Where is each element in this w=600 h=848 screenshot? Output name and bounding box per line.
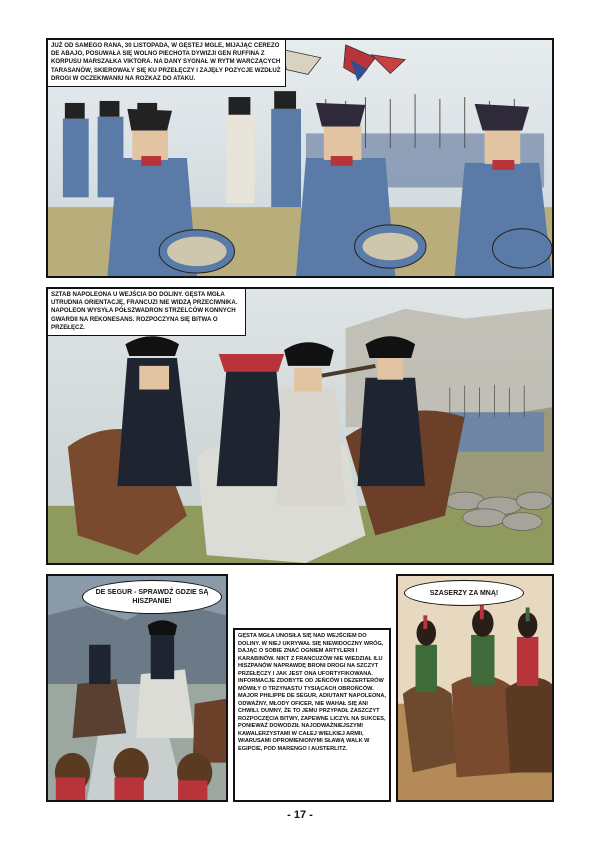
panel-narrative <box>233 628 391 802</box>
chasseurs-charge-illustration <box>398 576 552 800</box>
panel-infantry-march <box>46 38 554 278</box>
page-number: - 17 - <box>287 809 313 821</box>
panel1-caption: JUŻ OD SAMEGO RANA, 30 LISTOPADA, W GĘSTEJ MGLE, MIJAJĄC CEREZO DE ABAJO, POSUWAŁA SIĘ WOLNO PIECHOTA DYWIZJI GEN RUFFINA Z KORPUSU MARSZAŁKA VIKTORA. NA DANY SYGNAŁ W RYTM WARCZĄCYCH TARASANÓW, SKIEROWAŁY SIĘ KU PRZEŁĘCZY I ZAJĘŁY POZYCJE WZDŁUŻ DROGI W OCZEKIWANIU NA ROZKAZ DO ATAKU. <box>46 38 286 87</box>
speech-bubble-de-segur: DE SEGUR - SPRAWDŹ GDZIE SĄ HISZPANIE! <box>82 580 222 614</box>
panel2-caption: SZTAB NAPOLEONA U WEJŚCIA DO DOLINY. GĘSTA MGŁA UTRUDNIA ORIENTACJĘ, FRANCUZI NIE WIDZĄ PRZECIWNIKA. NAPOLEON WYSYŁA PÓŁSZWADRON STRZELCÓW KONNYCH GWARDII NA REKONESANS. ROZPOCZYNA SIĘ BITWA O PRZEŁĘCZ. <box>46 287 246 336</box>
narrative-text: GĘSTA MGŁA UNOSIŁA SIĘ NAD WEJŚCIEM DO DOLINY. W NIEJ UKRYWAŁ SIĘ NIEWIDOCZNY WRÓG, DAJĄC O SOBIE ZNAĆ OGNIEM ARTYLERII I KARABINÓW. NIKT Z FRANCUZÓW NIE WIEDZIAŁ ILU HISZPANÓW NAPRAWDĘ BRONI DROGI NA SZCZYT PRZEŁĘCZY I JAK JEST ONA UFORTYFIKOWANA. INFORMACJE ZDOBYTE OD JEŃCÓW I DEZERTERÓW MÓWIŁY O TRZYNASTU TYSIĄCACH OBROŃCÓW. MAJOR PHILIPPE DE SEGUR, ADIUTANT NAPOLEONA, ODWAŻNY, MŁODY OFICER, NIE WAHAŁ SIĘ ANI CHWILI. DUMNY, ŻE TO JEMU PRZYPADŁ ZASZCZYT ROZPOCZĘCIA BITWY, ZAPEWNE LICZYŁ NA SUKCES, PONIEWAŻ DOWODZIŁ NAJODWAŻNIEJSZYMI KAWALERZYSTAMI W CAŁEJ WIELKIEJ ARMII, WIARUSAMI OPROMIENIONYMI SŁAWĄ WALK W EGIPCIE, POD MARENGO I AUSTERLITZ. <box>235 630 389 800</box>
panel-chasseurs-charge <box>396 574 554 802</box>
panel-de-segur-order <box>46 574 228 802</box>
panel-napoleon-staff <box>46 287 554 565</box>
speech-bubble-chasseurs: SZASERZY ZA MNĄ! <box>404 580 524 606</box>
